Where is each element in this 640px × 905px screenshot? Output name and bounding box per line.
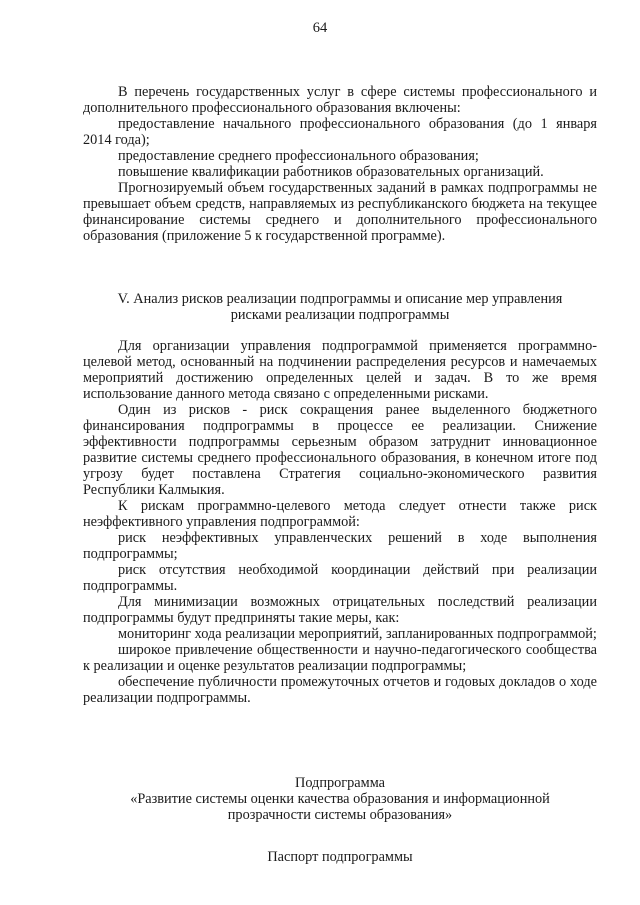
page-number: 64: [312, 20, 328, 36]
subprogram-heading: [70, 775, 610, 823]
paragraph: риск отсутствия необходимой координации действий при реализации подпрограммы.: [83, 562, 597, 594]
paragraph: повышение квалификации работников образовательных организаций.: [118, 164, 544, 180]
paragraph: Для организации управления подпрограммой применяется программно-целевой метод, основанный на подчинении распределения ресурсов и намечаемых мероприятий достижению определенных целей и задач. В то же время использование данного метода связано с определенными рисками.: [83, 338, 597, 402]
subprogram-heading-line: Подпрограмма: [295, 775, 385, 791]
paragraph: К рискам программно-целевого метода следует отнести также риск неэффективного управления подпрограммой:: [83, 498, 597, 530]
subprogram-heading-line: прозрачности системы образования»: [227, 807, 453, 823]
paragraph: широкое привлечение общественности и научно-педагогического сообщества к реализации и оценке результатов реализации подпрограммы;: [83, 642, 597, 674]
section-heading: [70, 291, 610, 323]
passport-heading: [70, 849, 610, 865]
section-heading-line: V. Анализ рисков реализации подпрограммы и описание мер управления: [117, 291, 563, 307]
paragraph: предоставление среднего профессионального образования;: [118, 148, 479, 164]
paragraph: Один из рисков - риск сокращения ранее выделенного бюджетного финансирования подпрограммы в процессе ее реализации. Снижение эффективности подпрограммы серьезным образом затруднит инновационное развитие системы среднего профессионального образования, в конечном итоге под угрозу будет поставлена Стратегия социально-экономического развития Республики Калмыкия.: [83, 402, 597, 498]
paragraph: предоставление начального профессионального образования (до 1 января 2014 года);: [83, 116, 597, 148]
subprogram-heading-line: «Развитие системы оценки качества образования и информационной: [130, 791, 550, 807]
paragraph: обеспечение публичности промежуточных отчетов и годовых докладов о ходе реализации подпрограммы.: [83, 674, 597, 706]
paragraph: мониторинг хода реализации мероприятий, запланированных подпрограммой;: [118, 626, 597, 642]
paragraph: Прогнозируемый объем государственных заданий в рамках подпрограммы не превышает объем средств, направляемых из республиканского бюджета на текущее финансирование системы среднего и дополнительного профессионального образования (приложение 5 к государственной программе).: [83, 180, 597, 244]
section-heading-line: рисками реализации подпрограммы: [230, 307, 450, 323]
passport-heading-text: Паспорт подпрограммы: [267, 849, 413, 865]
paragraph: риск неэффективных управленческих решений в ходе выполнения подпрограммы;: [83, 530, 597, 562]
services-section: [83, 84, 597, 244]
paragraph: Для минимизации возможных отрицательных последствий реализации подпрограммы будут предприняты такие меры, как:: [83, 594, 597, 626]
risks-section: [83, 338, 597, 706]
paragraph: В перечень государственных услуг в сфере системы профессионального и дополнительного профессионального образования включены:: [83, 84, 597, 116]
